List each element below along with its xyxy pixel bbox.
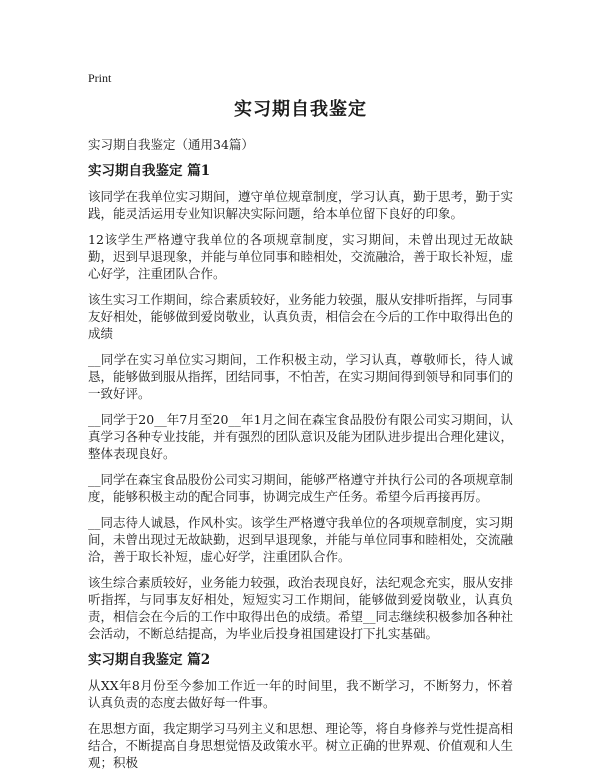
- paragraph: 12该学生严格遵守我单位的各项规章制度，实习期间，未曾出现过无故缺勤，迟到早退现象，并能与单位同事和睦相处，交流融洽，善于取长补短，虚心好学，注重团队合作。: [88, 232, 514, 281]
- paragraph: 该同学在我单位实习期间，遵守单位规章制度，学习认真，勤于思考，勤于实践，能灵活运用专业知识解决实际问题，给本单位留下良好的印象。: [88, 189, 514, 221]
- paragraph: 在思想方面，我定期学习马列主义和思想、理论等，将自身修养与党性提高相结合，不断提高自身思想觉悟及政策水平。树立正确的世界观、价值观和人生观；积极: [88, 721, 514, 770]
- paragraph: __同学在森宝食品股份公司实习期间，能够严格遵守并执行公司的各项规章制度，能够积极主动的配合同事，协调完成生产任务。希望今后再接再厉。: [88, 472, 514, 504]
- section-heading: 实习期自我鉴定 篇2: [88, 652, 211, 668]
- paragraph: 该生综合素质较好，业务能力较强，政治表现良好，法纪观念充实，服从安排听指挥，与同事友好相处，短短实习工作期间，能够做到爱岗敬业，认真负责，相信会在今后的工作中取得出色的成绩。希望__同志继续积极参加各种社会活动，不断总结提高，为毕业后投身祖国建设打下扎实基础。: [88, 575, 514, 641]
- paragraph: 该生实习工作期间，综合素质较好，业务能力较强，服从安排听指挥，与同事友好相处，能够做到爱岗敬业，认真负责，相信会在今后的工作中取得出色的成绩: [88, 292, 514, 341]
- print-label[interactable]: Print: [88, 71, 112, 85]
- paragraph: __同学在实习单位实习期间，工作积极主动，学习认真，尊敬师长，待人诚恳，能够做到服从指挥，团结同事，不怕苦，在实习期间得到领导和同事们的一致好评。: [88, 352, 514, 401]
- paragraph: __同志待人诚恳，作风朴实。该学生严格遵守我单位的各项规章制度，实习期间，未曾出现过无故缺勤，迟到早退现象，并能与单位同事和睦相处，交流融洽，善于取长补短，虚心好学，注重团队合作。: [88, 515, 514, 564]
- paragraph: __同学于20__年7月至20__年1月之间在森宝食品股份有限公司实习期间，认真学习各种专业技能，并有强烈的团队意识及能为团队进步提出合理化建议，整体表现良好。: [88, 412, 514, 461]
- section-1: [88, 162, 513, 642]
- section-2: [88, 651, 513, 771]
- document-subtitle: 实习期自我鉴定（通用34篇）: [88, 137, 254, 152]
- paragraph: 从XX年8月份至今参加工作近一年的时间里，我不断学习，不断努力，怀着认真负责的态度去做好每一件事。: [88, 678, 513, 710]
- section-heading: 实习期自我鉴定 篇1: [88, 163, 211, 179]
- page-title: 实习期自我鉴定: [234, 99, 367, 120]
